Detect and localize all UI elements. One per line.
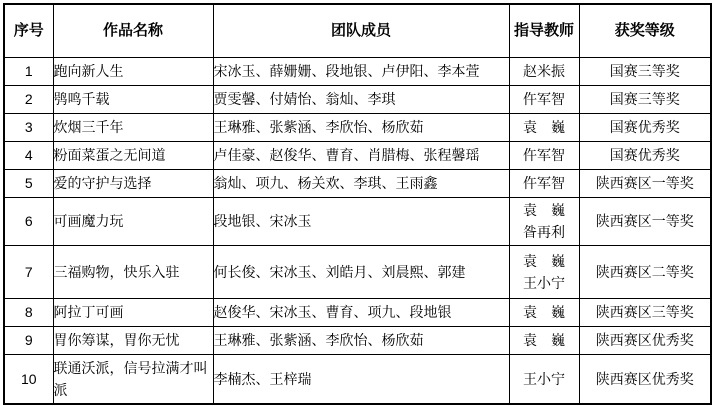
teacher-cell: [509, 85, 579, 113]
teacher-cell: [509, 169, 579, 197]
table-row: [4, 169, 711, 197]
row-index: 8: [4, 298, 53, 326]
teacher-cell: [509, 141, 579, 169]
table-row: [4, 326, 711, 354]
column-header-teacher: 指导教师: [509, 4, 579, 57]
row-index: 7: [4, 245, 53, 298]
table-row: [4, 113, 711, 141]
column-header-index: 序号: [4, 4, 53, 57]
table-row: [4, 354, 711, 404]
award-level: 陕西赛区一等奖: [579, 197, 711, 245]
team-members: 赵俊华、宋冰玉、曹育、项九、段地银: [213, 298, 509, 326]
team-members: 翁灿、项九、杨关欢、李琪、王雨鑫: [213, 169, 509, 197]
teacher-name: 赵米振: [523, 63, 565, 79]
team-members: 王琳雅、张紫涵、李欣怡、杨欣茹: [213, 326, 509, 354]
teacher-cell: [509, 354, 579, 404]
header-row: [4, 4, 711, 57]
teacher-name: 袁 巍: [523, 119, 565, 135]
teacher-name: 王小宁: [523, 274, 565, 291]
row-index: 3: [4, 113, 53, 141]
teacher-name: 王小宁: [523, 370, 565, 387]
teacher-cell: [509, 113, 579, 141]
row-index: 6: [4, 197, 53, 245]
teacher-name: 袁 巍: [523, 252, 565, 269]
award-level: 陕西赛区优秀奖: [579, 354, 711, 404]
table-row: [4, 85, 711, 113]
teacher-name: 袁 巍: [523, 304, 565, 320]
row-index: 5: [4, 169, 53, 197]
teacher-cell: [509, 245, 579, 298]
table-row: [4, 298, 711, 326]
work-title: 三福购物，快乐入驻: [53, 245, 213, 298]
award-level: 国赛优秀奖: [579, 113, 711, 141]
team-members: 宋冰玉、薛姗姗、段地银、卢伊阳、李本萱: [213, 57, 509, 85]
row-index: 10: [4, 354, 53, 404]
row-index: 2: [4, 85, 53, 113]
row-index: 9: [4, 326, 53, 354]
work-title: 爱的守护与选择: [53, 169, 213, 197]
teacher-name: 袁 巍: [523, 202, 565, 218]
awards-table: [3, 3, 712, 405]
column-header-award: 获奖等级: [579, 4, 711, 57]
row-index: 1: [4, 57, 53, 85]
award-level: 国赛优秀奖: [579, 141, 711, 169]
teacher-cell: [509, 298, 579, 326]
work-title: 跑向新人生: [53, 57, 213, 85]
work-title: 联通沃派，信号拉满才叫派: [53, 354, 213, 404]
row-index: 4: [4, 141, 53, 169]
award-level: 陕西赛区优秀奖: [579, 326, 711, 354]
teacher-name: 仵军智: [523, 147, 565, 163]
table-row: [4, 57, 711, 85]
work-title: 可画魔力玩: [53, 197, 213, 245]
teacher-name: 袁 巍: [523, 332, 565, 348]
column-header-members: 团队成员: [213, 4, 509, 57]
work-title: 炊烟三千年: [53, 113, 213, 141]
teacher-cell: [509, 197, 579, 245]
team-members: 李楠杰、王梓瑞: [213, 354, 509, 404]
teacher-name: 仵军智: [523, 175, 565, 191]
work-title: 鸮鸣千载: [53, 85, 213, 113]
team-members: 王琳雅、张紫涵、李欣怡、杨欣茹: [213, 113, 509, 141]
work-title: 粉面菜蛋之无间道: [53, 141, 213, 169]
table-row: [4, 245, 711, 298]
team-members: 贾雯馨、付婧怡、翁灿、李琪: [213, 85, 509, 113]
teacher-name: 仵军智: [523, 91, 565, 107]
teacher-cell: [509, 326, 579, 354]
award-level: 陕西赛区一等奖: [579, 169, 711, 197]
table-row: [4, 197, 711, 245]
award-level: 国赛三等奖: [579, 85, 711, 113]
teacher-name: 昝再利: [523, 224, 565, 240]
team-members: 卢佳豪、赵俊华、曹育、肖腊梅、张程馨瑶: [213, 141, 509, 169]
team-members: 段地银、宋冰玉: [213, 197, 509, 245]
work-title: 阿拉丁可画: [53, 298, 213, 326]
award-level: 陕西赛区二等奖: [579, 245, 711, 298]
work-title: 胃你筹谋，胃你无忧: [53, 326, 213, 354]
column-header-title: 作品名称: [53, 4, 213, 57]
award-level: 国赛三等奖: [579, 57, 711, 85]
teacher-cell: [509, 57, 579, 85]
table-row: [4, 141, 711, 169]
award-level: 陕西赛区三等奖: [579, 298, 711, 326]
team-members: 何长俊、宋冰玉、刘皓月、刘晨熙、郭建: [213, 245, 509, 298]
